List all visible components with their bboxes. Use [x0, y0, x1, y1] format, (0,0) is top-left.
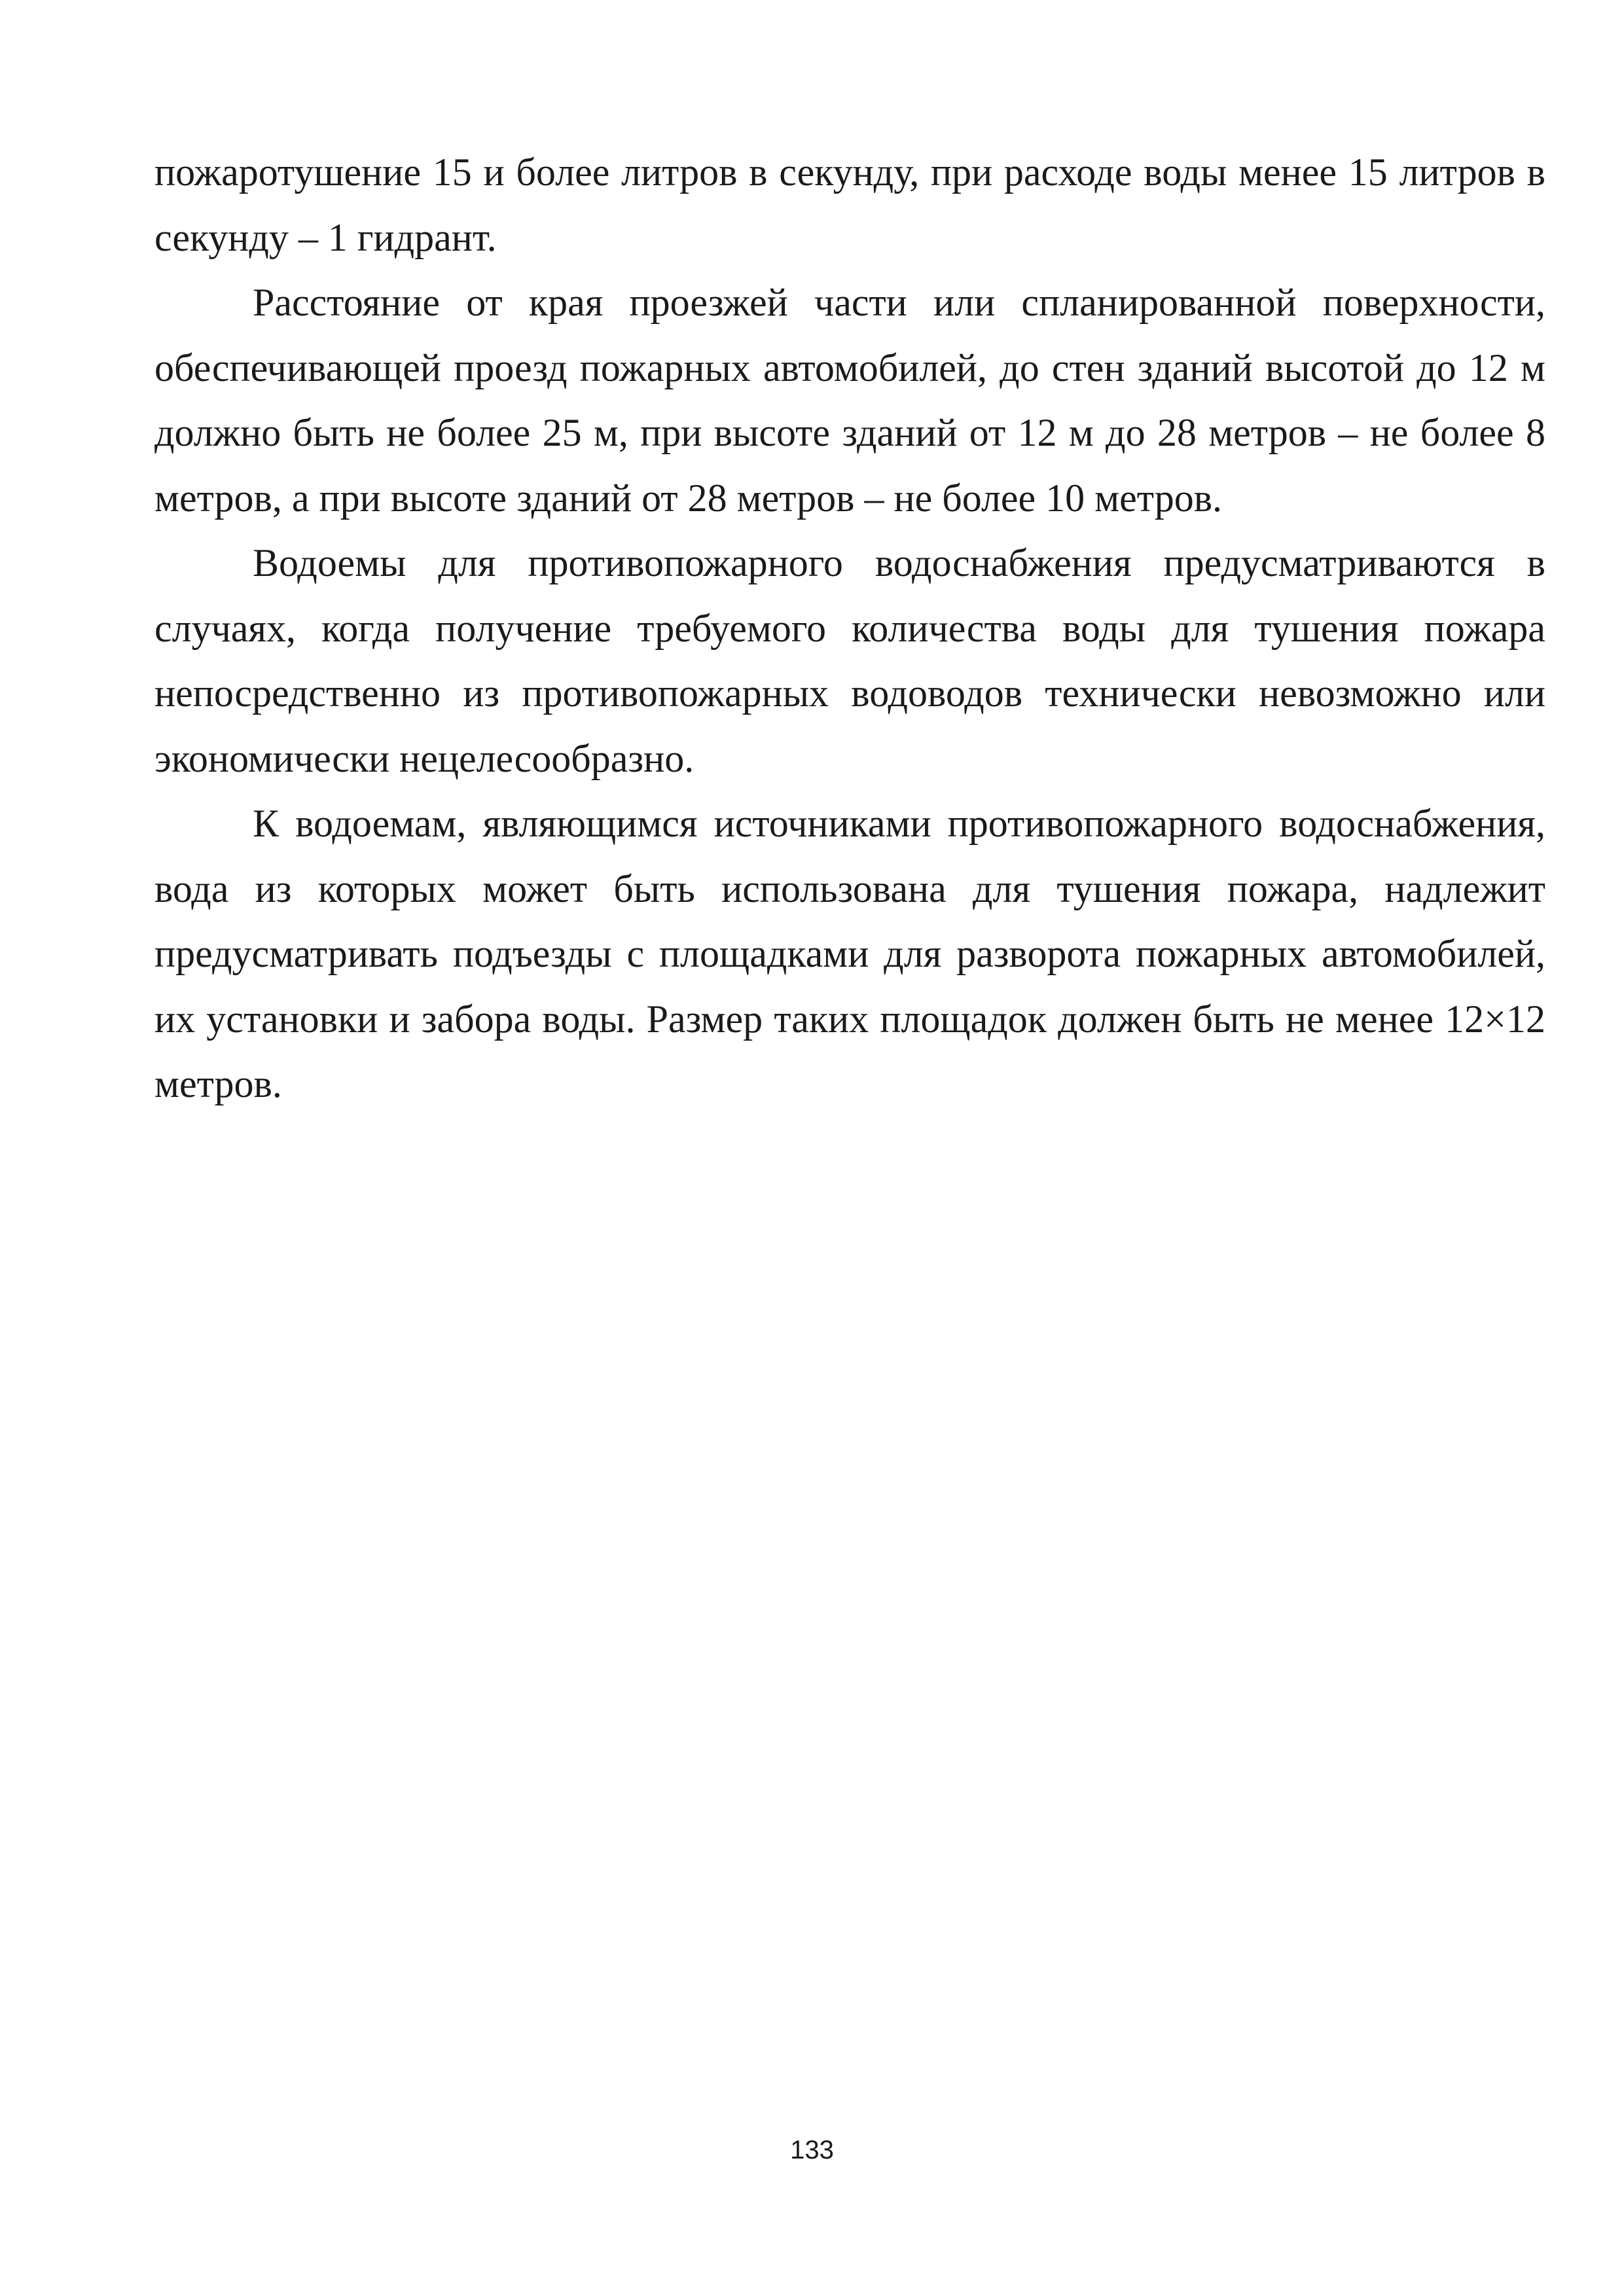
- paragraph-reservoirs: Водоемы для противопожарного водоснабжения предусматриваются в случаях, когда получение требуемого количества воды для тушения пожара непосредственно из противопожарных водоводов технически невозможно или экономически нецелесообразно.: [154, 541, 1545, 780]
- paragraph-reservoir-access: К водоемам, являющимся источниками противопожарного водоснабжения, вода из которых может быть использована для тушения пожара, надлежит предусматривать подъезды с площадками для разворота пожарных автомобилей, их установки и забора воды. Размер таких площадок должен быть не менее 12×12 метров.: [154, 802, 1545, 1105]
- page-number: 133: [790, 2136, 834, 2164]
- paragraph-distance-to-buildings: Расстояние от края проезжей части или спланированной поверхности, обеспечивающей проезд пожарных автомобилей, до стен зданий высотой до 12 м должно быть не более 25 м, при высоте зданий от 12 м до 28 метров – не более 8 метров, а при высоте зданий от 28 метров – не более 10 метров.: [154, 281, 1545, 520]
- page-body: [154, 140, 1545, 1117]
- paragraph-continuation: пожаротушение 15 и более литров в секунду, при расходе воды менее 15 литров в секунду – 1 гидрант.: [154, 151, 1545, 259]
